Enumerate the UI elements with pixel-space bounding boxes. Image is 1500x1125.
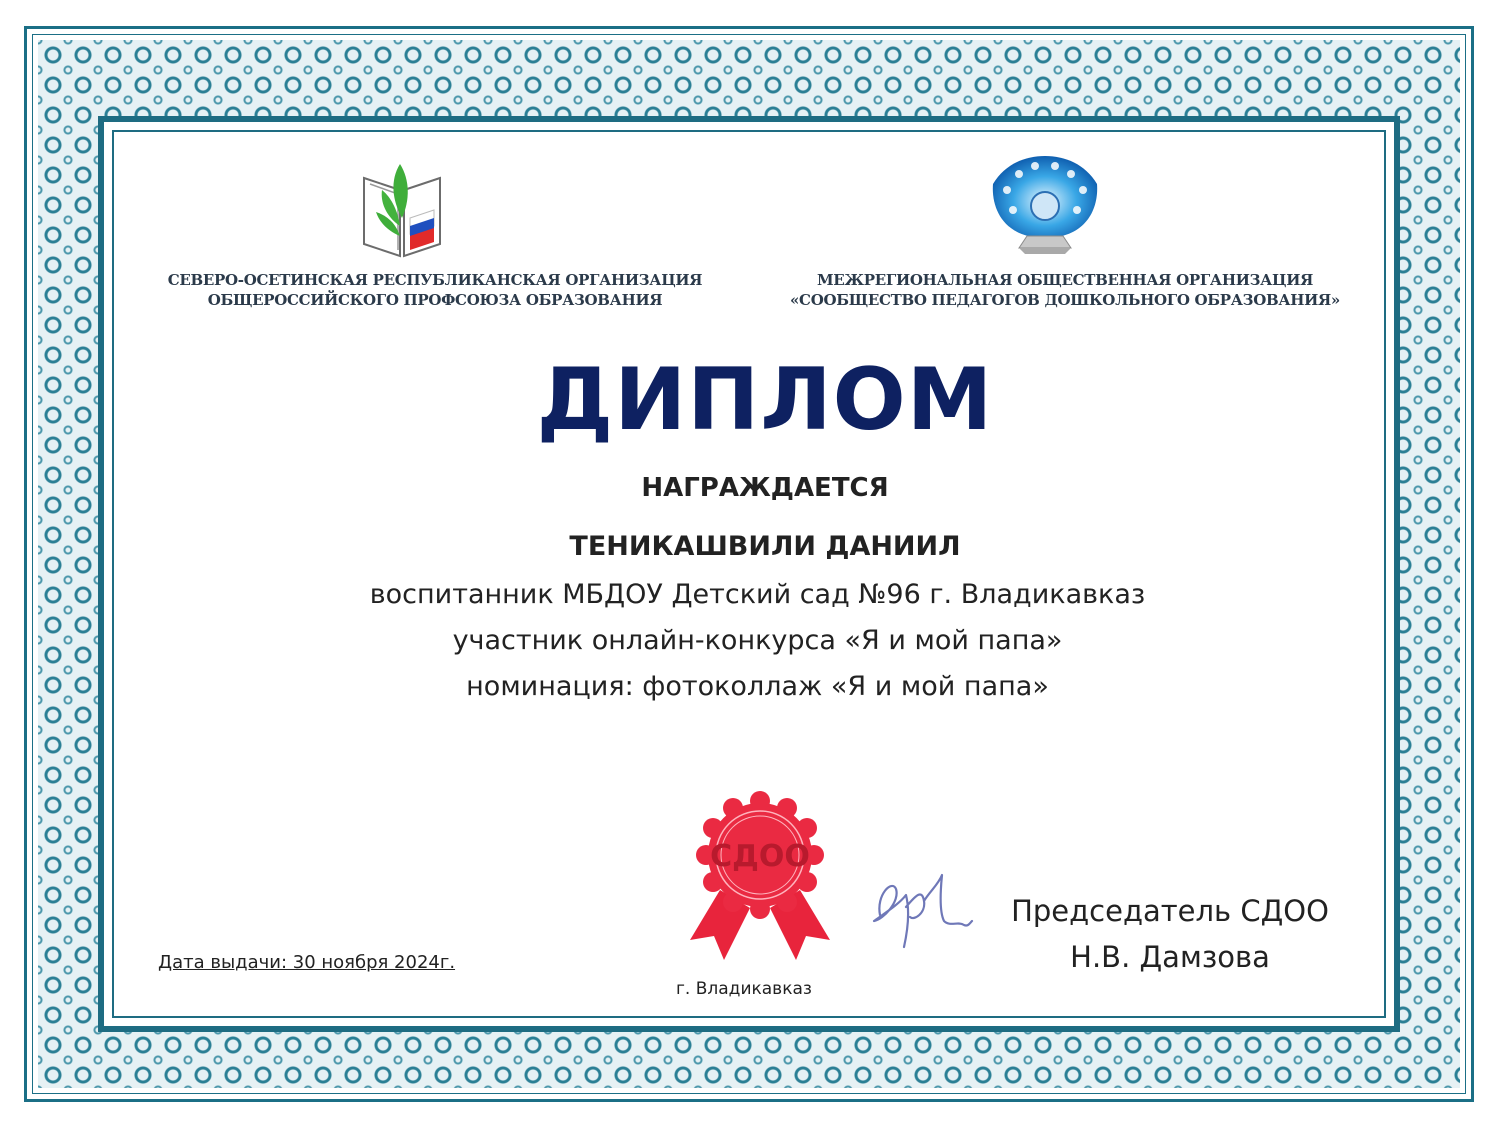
recipient-name: ТЕНИКАШВИЛИ ДАНИИЛ bbox=[569, 531, 961, 562]
details-line-1: воспитанник МБДОУ Детский сад №96 г. Владикавказ bbox=[369, 579, 1146, 610]
org-right-line2: «СООБЩЕСТВО ПЕДАГОГОВ ДОШКОЛЬНОГО ОБРАЗОВАНИЯ» bbox=[789, 291, 1341, 309]
awarded-label: НАГРАЖДАЕТСЯ bbox=[641, 473, 889, 503]
org-left-line1: СЕВЕРО-ОСЕТИНСКАЯ РЕСПУБЛИКАНСКАЯ ОРГАНИЗАЦИЯ bbox=[167, 271, 703, 289]
details-line-2: участник онлайн-конкурса «Я и мой папа» bbox=[452, 625, 1063, 656]
signature-icon bbox=[866, 855, 976, 955]
seal-text: СДОО bbox=[710, 839, 810, 874]
diploma-title: ДИПЛОМ bbox=[536, 350, 994, 450]
org-right-name bbox=[765, 270, 1365, 310]
peacock-logo-icon bbox=[985, 150, 1105, 260]
profsoyuz-logo-icon bbox=[360, 160, 444, 260]
city-label: г. Владикавказ bbox=[676, 979, 812, 999]
issue-date: Дата выдачи: 30 ноября 2024г. bbox=[158, 952, 456, 973]
chairman-block bbox=[1000, 888, 1340, 980]
seal-icon bbox=[680, 790, 840, 980]
org-left-line2: ОБЩЕРОССИЙСКОГО ПРОФСОЮЗА ОБРАЗОВАНИЯ bbox=[207, 291, 663, 309]
chairman-position: Председатель СДОО bbox=[1011, 894, 1329, 928]
org-right-line1: МЕЖРЕГИОНАЛЬНАЯ ОБЩЕСТВЕННАЯ ОРГАНИЗАЦИЯ bbox=[816, 271, 1314, 289]
chairman-name: Н.В. Дамзова bbox=[1070, 940, 1270, 974]
org-left-name bbox=[140, 270, 730, 310]
details-line-3: номинация: фотоколлаж «Я и мой папа» bbox=[466, 671, 1049, 702]
